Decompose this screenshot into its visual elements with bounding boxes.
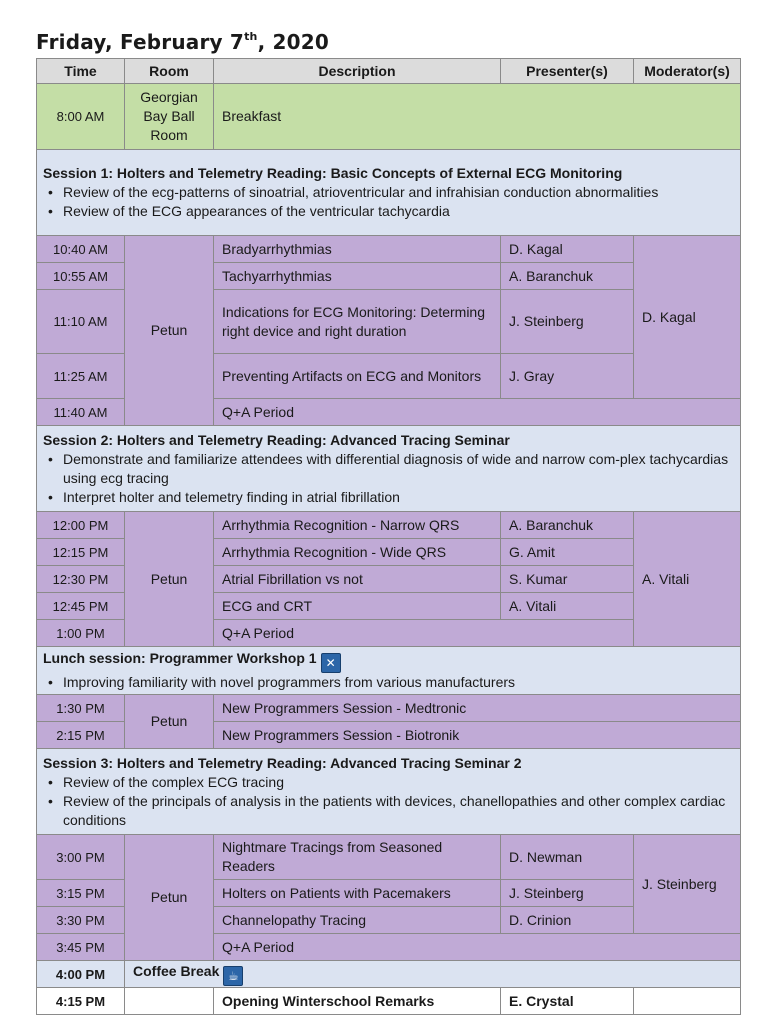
table-row: 3:00 PM Petun Nightmare Tracings from Seasoned Readers D. Newman J. Steinberg <box>37 835 741 880</box>
description-cell: Breakfast <box>214 84 741 150</box>
room-cell <box>125 988 214 1015</box>
fork-knife-icon: ✕ <box>321 653 341 673</box>
session-bullet: • Review of the ecg-patterns of sinoatrial, atrioventricular and infrahisian conduction abnormalities <box>63 183 734 202</box>
moderator-cell: J. Steinberg <box>634 835 741 934</box>
session-bullet: • Review of the complex ECG tracing <box>63 773 734 792</box>
col-moderators: Moderator(s) <box>634 59 741 84</box>
table-row: 3:30 PM Channelopathy Tracing D. Crinion <box>37 907 741 934</box>
session-title: Session 3: Holters and Telemetry Reading: Advanced Tracing Seminar 2 <box>43 754 522 771</box>
schedule-table <box>36 58 741 1015</box>
table-row: 12:15 PM Arrhythmia Recognition - Wide QRS G. Amit <box>37 539 741 566</box>
header-row <box>37 59 741 84</box>
session1-header <box>37 150 741 236</box>
time-cell: 8:00 AM <box>37 84 125 150</box>
room-cell: Petun <box>125 695 214 749</box>
col-presenters: Presenter(s) <box>501 59 634 84</box>
room-cell: Petun <box>125 236 214 426</box>
lunch-header <box>37 647 741 695</box>
col-room: Room <box>125 59 214 84</box>
coffee-label: Coffee Break <box>133 963 220 979</box>
moderator-cell <box>634 988 741 1015</box>
table-row: 12:30 PM Atrial Fibrillation vs not S. Kumar <box>37 566 741 593</box>
room-cell: Petun <box>125 512 214 647</box>
table-row: 1:30 PM Petun New Programmers Session - Medtronic <box>37 695 741 722</box>
coffee-row: 4:00 PM Coffee Break ☕ <box>37 961 741 988</box>
session-bullet: • Improving familiarity with novel programmers from various manufacturers <box>63 673 734 692</box>
table-row: 2:15 PM New Programmers Session - Biotronik <box>37 722 741 749</box>
session3-header <box>37 749 741 835</box>
coffee-cup-icon: ☕ <box>223 966 243 986</box>
session-title: Lunch session: Programmer Workshop 1 <box>43 650 317 666</box>
remarks-row: 4:15 PM Opening Winterschool Remarks E. Crystal <box>37 988 741 1015</box>
qa-row: 1:00 PM Q+A Period <box>37 620 741 647</box>
room-cell: Georgian Bay Ball Room <box>125 84 214 150</box>
table-row: 11:25 AM Preventing Artifacts on ECG and Monitors J. Gray <box>37 354 741 399</box>
table-row: 10:40 AM Petun Bradyarrhythmias D. Kagal D. Kagal <box>37 236 741 263</box>
session2-header <box>37 426 741 512</box>
table-row: 12:00 PM Petun Arrhythmia Recognition - Narrow QRS A. Baranchuk A. Vitali <box>37 512 741 539</box>
col-time: Time <box>37 59 125 84</box>
moderator-cell: A. Vitali <box>634 512 741 647</box>
table-row: 11:10 AM Indications for ECG Monitoring: Determing right device and right duration J. Steinberg <box>37 290 741 354</box>
session-bullet: • Demonstrate and familiarize attendees with differential diagnosis of wide and narrow com-plex tachycardias using ecg tracing <box>63 450 734 488</box>
qa-row: 11:40 AM Q+A Period <box>37 399 741 426</box>
room-cell: Petun <box>125 835 214 961</box>
breakfast-row <box>37 84 741 150</box>
table-row: 3:15 PM Holters on Patients with Pacemakers J. Steinberg <box>37 880 741 907</box>
session-title: Session 1: Holters and Telemetry Reading: Basic Concepts of External ECG Monitoring <box>43 165 623 181</box>
session-bullet: • Interpret holter and telemetry finding in atrial fibrillation <box>63 488 734 507</box>
session-title: Session 2: Holters and Telemetry Reading: Advanced Tracing Seminar <box>43 431 510 448</box>
col-description: Description <box>214 59 501 84</box>
qa-row: 3:45 PM Q+A Period <box>37 934 741 961</box>
table-row: 10:55 AM Tachyarrhythmias A. Baranchuk <box>37 263 741 290</box>
table-row: 12:45 PM ECG and CRT A. Vitali <box>37 593 741 620</box>
session-bullet: • Review of the principals of analysis in the patients with devices, chanellopathies and other complex cardiac conditions <box>63 792 734 830</box>
moderator-cell: D. Kagal <box>634 236 741 399</box>
page-title: Friday, February 7th, 2020 <box>36 30 329 54</box>
session-bullet: • Review of the ECG appearances of the ventricular tachycardia <box>63 202 734 221</box>
